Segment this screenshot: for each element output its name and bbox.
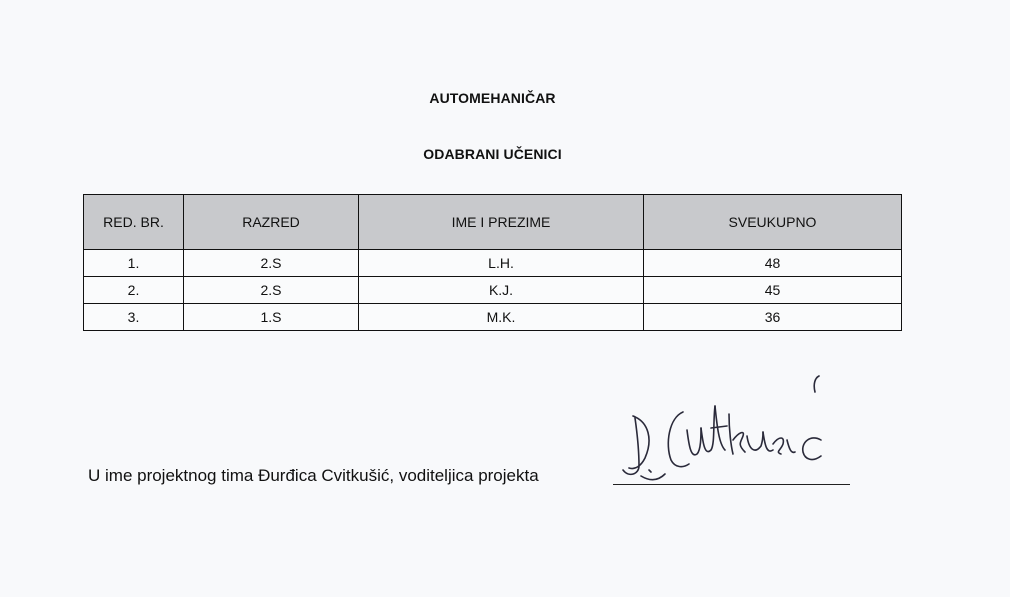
cell-red-br: 1. <box>84 250 184 277</box>
cell-red-br: 3. <box>84 304 184 331</box>
header-ime-prezime: IME I PREZIME <box>359 195 644 250</box>
table-row <box>84 250 902 277</box>
cell-red-br: 2. <box>84 277 184 304</box>
cell-razred: 2.S <box>184 277 359 304</box>
cell-ime-prezime: L.H. <box>359 250 644 277</box>
cell-razred: 1.S <box>184 304 359 331</box>
header-sveukupno: SVEUKUPNO <box>644 195 902 250</box>
table-row <box>84 277 902 304</box>
handwritten-signature <box>615 370 830 490</box>
cell-razred: 2.S <box>184 250 359 277</box>
cell-ime-prezime: K.J. <box>359 277 644 304</box>
header-red-br: RED. BR. <box>84 195 184 250</box>
header-razred: RAZRED <box>184 195 359 250</box>
document-title: AUTOMEHANIČAR <box>429 90 556 106</box>
cell-sveukupno: 48 <box>644 250 902 277</box>
results-table <box>83 194 902 331</box>
cell-sveukupno: 45 <box>644 277 902 304</box>
cell-sveukupno: 36 <box>644 304 902 331</box>
document-subtitle: ODABRANI UČENICI <box>423 146 562 162</box>
signature-caption: U ime projektnog tima Đurđica Cvitkušić, voditeljica projekta <box>88 466 539 485</box>
table-row <box>84 304 902 331</box>
cell-ime-prezime: M.K. <box>359 304 644 331</box>
table-header-row <box>84 195 902 250</box>
